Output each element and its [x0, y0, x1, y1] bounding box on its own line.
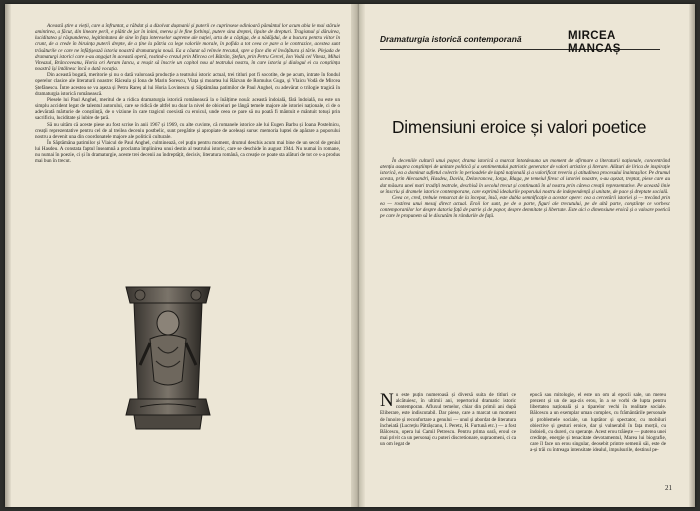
- article-title: Dimensiuni eroice și valori poetice: [392, 117, 647, 137]
- left-paragraph-4: În Săptămâna patimilor și Vlaicul de Paul Anghel, culminează, cel puțin pentru moment, drumul deschis acum mai bine de un secol de geniul lui Hasdeu. A constata faptul înseamnă a proclama împlinirea unui destin al teatrului istoric, care se deschide în august 1944. Nu numai în romane, nu numai în poezie, ci și în dramaturgie, aceste trei decenii au îndreptățit, decisiv, literatura română, ca creație ce poate sta alături de tot ce s-a produs mai bun în trecut.: [35, 139, 340, 165]
- stone-relief-image: [120, 281, 216, 434]
- book-gutter: [351, 4, 365, 507]
- right-page-edge: [689, 4, 695, 507]
- right-page-text: [380, 158, 670, 220]
- column-2-text: epocă sau mitologie, el este un om al epocii sale, un mereu prezent și un de așa-zis erou, în a se vorbi de lupta pentru libertatea națională și a tiparelor vechi în realitate sociale. Bălcescu a un exemplar uman complex, cu frământările personale și problemele sociale, un luptător și spectator, cu mobiluri obiective și gesturi eroice, dar și vulnerabil în fața morții, cu îndoieli, cu dureri, cu speranțe. Acest erou trăiește — puterea unei credințe, energie și tenacitate devotamentul, Marea lui biografie, care îl face un erou singular, deosebit printre semenii săi, este de a-și trăi cu întreaga intensitate idealul, impulsurile, destinul pe-: [530, 392, 666, 454]
- left-page-text: [35, 23, 340, 165]
- left-paragraph-3: Să nu uităm că aceste piese au fost scrise în anii 1967 și 1969, cu alte cuvinte, că romanele istorice ale lui Eugen Barbu și Ioana Postelnicu, creații reprezentative pentru cel de al treilea deceniu postbelic, sunt pregătite și apropiate de aceleași surse: memoria luptei de apărare a poporului nostru a devenit una din coordonatele majore ale politicii culturale.: [35, 121, 340, 140]
- column-1-body: u este puțin numeroasă și diversă suita de titluri ce alcătuiesc, în ultimii ani, repertoriul dramatic istoric contemporan. Afluxul temelor, chiar din primii ani după Eliberare, este indiscutabil. Dar piese, care a marcat un moment de înnoire și reconfortare a genului — unul și abordat de literatura încheiată (Lucrețiu Pătrășcanu, I. Peretz, H. Furtună etc.) — a fost Bălcescu, opera lui Camil Petrescu. Pentru prima oară, eroul ce mai privit ca un personaj cu puteri discretionare, supraomeni, ci ca un om legat de: [380, 392, 516, 448]
- right-intro-paragraph: În deceniile culturii unui popor, drama istorică a marcat întotdeauna un moment de afirmare a literaturii naționale, concentrând atenția asupra conștiinței de unitate politică și a sentimentului patriotic generator de valori artistice și literare. Alături de lirica de inspirație istorică, ea a dominat sufletul colectiv în perioadele de luptă națională și a valorificat reveria și atitudinea procesului înaintașilor. Pe drumul acesta, prin Alecsandri, Hasdeu, Davila, Delavrancea, Iorga, Blaga, pe temeiul firesc al istoriei noastre, s-au așezat, treptat, piese care au dat măsura unei mari tradiții teatrale, deschisă în secolul trecut și continuată în al nostru prin câteva creații reprezentative. Pe această linie se înscriu și dramele istorice contemporane, care exprimă idealurile poporului nostru de independență și unitate, de pace și dreptate socială.: [380, 158, 670, 195]
- left-paragraph-2: Piesele lui Paul Anghel, meritul de a ridica dramaturgia istorică românească la o înălțime nouă: această îndoială, fără îndoială, nu este un simplu accident legat de talentul autorului, care se ridică de altfel nu doar la nivel de obiceiuri pe lângă temele majore ale istoriei naționale, ci de o adevărată mărturie de conștiință, de o viziune în care tragicul coexistă cu eroicul, unde ceea ce pare să nu poată fi mântuit e mântuit totuși prin sacrificiu, luciditate și iubire de țară.: [35, 96, 340, 122]
- left-paragraph-1: Din această bogată, meritorie și nu o dată valoroasă producție a teatrului istoric actual, trei titluri pot fi socotite, de pe acum, intrate în fondul operelor clasice ale literaturii noastre: Răceala și Iona de Marin Sorescu, Viața și moartea lui Răzvan de Romulus Guga, și Vlaicu Vodă de Mircea Ștefănescu. Între acestea se va așeza și Petru Rareș al lui Horia Lovinescu și Săptămâna patimilor de Paul Anghel, cu adevărat o trilogie tragică în dramaturgia istorică românească.: [35, 72, 340, 97]
- right-column-2: [530, 392, 666, 454]
- left-intro-paragraph: Această știre a vieții, care a înfruntat, a răbdat și a dizolvat dușmanii și puterii ce cuprinsese odinioară pământul lor acum abia le mai stăruie amintirea, a făcut, din lineare peril, e plătit de jar în inimi, mereu și le fine forbinși, putere sina dreptei, lipsite de drepturi. Tragismul și dăruirea, luciditatea și răspunderea, legitimitatea de sine în fața intereselor supreme ale nației, arta de a câștiga, de a nădăjdui, de a bucura pentru viitor în crunt, de a crede în biruința puterii drepte, de a ține la pătria ca lege valorile morale, în pofida a tot ceea ce pare a le contrazice, acestea sunt trăsăturile ce care ne înfățișează istoria noastră dramaturgia nouă. Ea a căutat să reînvie trecutul, spre a face din el învățătura și tărie. Plejada de dramaturgi istorici care s-au angajat în această operă, rostind-o crezul prin Mircea cel Bătrân, Ștefan, prin Petru Cercel, Ion Vodă cel Viteaz, Mihai Viteazul, Brâncoveanu, Horia ori Avram Iancu, a reușit să înscrie un capitol nou al teatrului nostru, în care istoria și dialogul ei cu conștiința noastră își întâlnesc încă o dată vocația.: [35, 23, 340, 73]
- author-first-name: MIRCEA: [568, 30, 616, 42]
- column-1-text: [380, 392, 516, 447]
- right-column-1: [380, 392, 516, 447]
- drop-cap: N: [380, 390, 394, 411]
- author-last-name: MANCAȘ: [568, 43, 621, 55]
- page-number: 21: [665, 484, 672, 492]
- right-paragraph-2: Ceea ce, cred, trebuie remarcat de la început, însă, este dubla semnificație a acestor opere: cea a cercetării istoriei și — trecând prin ea — rostirea unui mesaj direct actual. Eroii lor sunt, pe de o parte, figuri ale trecutului, pe de altă parte, conștiințe ce vorbesc contemporanilor lor despre datoria față de patrie și de popor, despre demnitate și libertate. Este aici o dimensiune eroică și o valoare poetică pe care le propunem să le discutăm în rândurile de față.: [380, 194, 670, 220]
- left-page-edge: [5, 4, 11, 507]
- section-header-label: Dramaturgia istorică contemporană: [380, 34, 522, 44]
- author-name: [568, 30, 668, 56]
